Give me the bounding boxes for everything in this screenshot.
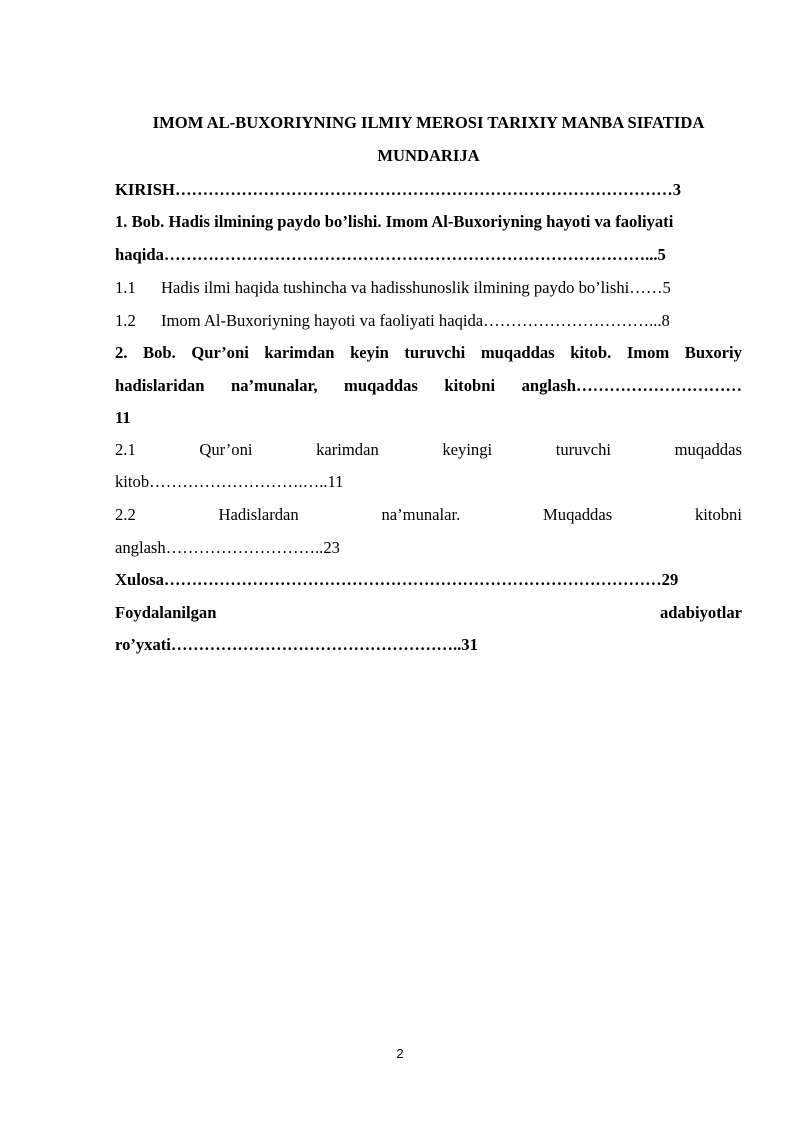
toc-entry-1-2 bbox=[115, 311, 742, 331]
toc-entry-2-2-line1 bbox=[115, 505, 742, 525]
word: Qur’oni bbox=[191, 343, 249, 362]
word: kitob. bbox=[570, 343, 612, 362]
word: hadislaridan bbox=[115, 376, 205, 395]
section-number: 1.1 bbox=[115, 278, 136, 297]
word: Imom bbox=[626, 343, 670, 362]
toc-entry-2-2-line2: anglash………………………..23 bbox=[115, 538, 340, 557]
toc-entry-kirish: KIRISH………………………………………………………………………………3 bbox=[115, 180, 682, 199]
toc-entry-bob1-line1: 1. Bob. Hadis ilmining paydo bo’lishi. Imom Al-Buxoriyning hayoti va faoliyati bbox=[115, 212, 674, 231]
word: 2.2 bbox=[115, 505, 136, 524]
word: na’munalar. bbox=[381, 505, 461, 524]
toc-entry-2-1-line2: kitob……………………….…..11 bbox=[115, 472, 344, 491]
word: anglash………………………… bbox=[521, 376, 742, 395]
section-number: 1.2 bbox=[115, 311, 136, 330]
word: muqaddas bbox=[480, 343, 555, 362]
section-title: Imom Al-Buxoriyning hayoti va faoliyati haqida…………………………...8 bbox=[161, 311, 670, 330]
toc-entry-xulosa: Xulosa………………………………………………………………………………29 bbox=[115, 570, 679, 589]
word: Qur’oni bbox=[199, 440, 253, 459]
word: kitobni bbox=[694, 505, 742, 524]
toc-entry-1-1 bbox=[115, 278, 742, 298]
word: karimdan bbox=[264, 343, 335, 362]
word: adabiyotlar bbox=[659, 603, 742, 622]
word: muqaddas bbox=[344, 376, 418, 395]
toc-entry-bob1-line2: haqida……………………………………………………………………………...5 bbox=[115, 245, 666, 264]
page-title: IMOM AL-BUXORIYNING ILMIY MEROSI TARIXIY MANBA SIFATIDA bbox=[152, 113, 705, 132]
word: keyin bbox=[350, 343, 389, 362]
word: Muqaddas bbox=[543, 505, 613, 524]
section-title: Hadis ilmi haqida tushincha va hadisshunoslik ilmining paydo bo’lishi……5 bbox=[161, 278, 671, 297]
toc-heading: MUNDARIJA bbox=[377, 146, 480, 165]
toc-entry-foydalanilgan-line1 bbox=[115, 603, 742, 623]
word: Foydalanilgan bbox=[115, 603, 217, 622]
toc-entry-bob2-line3: 11 bbox=[115, 408, 131, 427]
word: muqaddas bbox=[674, 440, 742, 459]
toc-entry-bob2-line2 bbox=[115, 376, 742, 396]
word: keyingi bbox=[442, 440, 493, 459]
word: kitobni bbox=[444, 376, 496, 395]
word: Buxoriy bbox=[684, 343, 742, 362]
word: turuvchi bbox=[555, 440, 612, 459]
toc-entry-2-1-line1 bbox=[115, 440, 742, 460]
toc-entry-bob2-line1 bbox=[115, 343, 742, 363]
word: 2.1 bbox=[115, 440, 136, 459]
word: 2. bbox=[115, 343, 128, 362]
word: Hadislardan bbox=[218, 505, 299, 524]
toc-entry-foydalanilgan-line2: ro’yxati……………………………………………..31 bbox=[115, 635, 478, 654]
word: karimdan bbox=[316, 440, 379, 459]
word: Bob. bbox=[143, 343, 176, 362]
word: turuvchi bbox=[404, 343, 466, 362]
page-number: 2 bbox=[396, 1046, 404, 1061]
word: na’munalar, bbox=[230, 376, 318, 395]
